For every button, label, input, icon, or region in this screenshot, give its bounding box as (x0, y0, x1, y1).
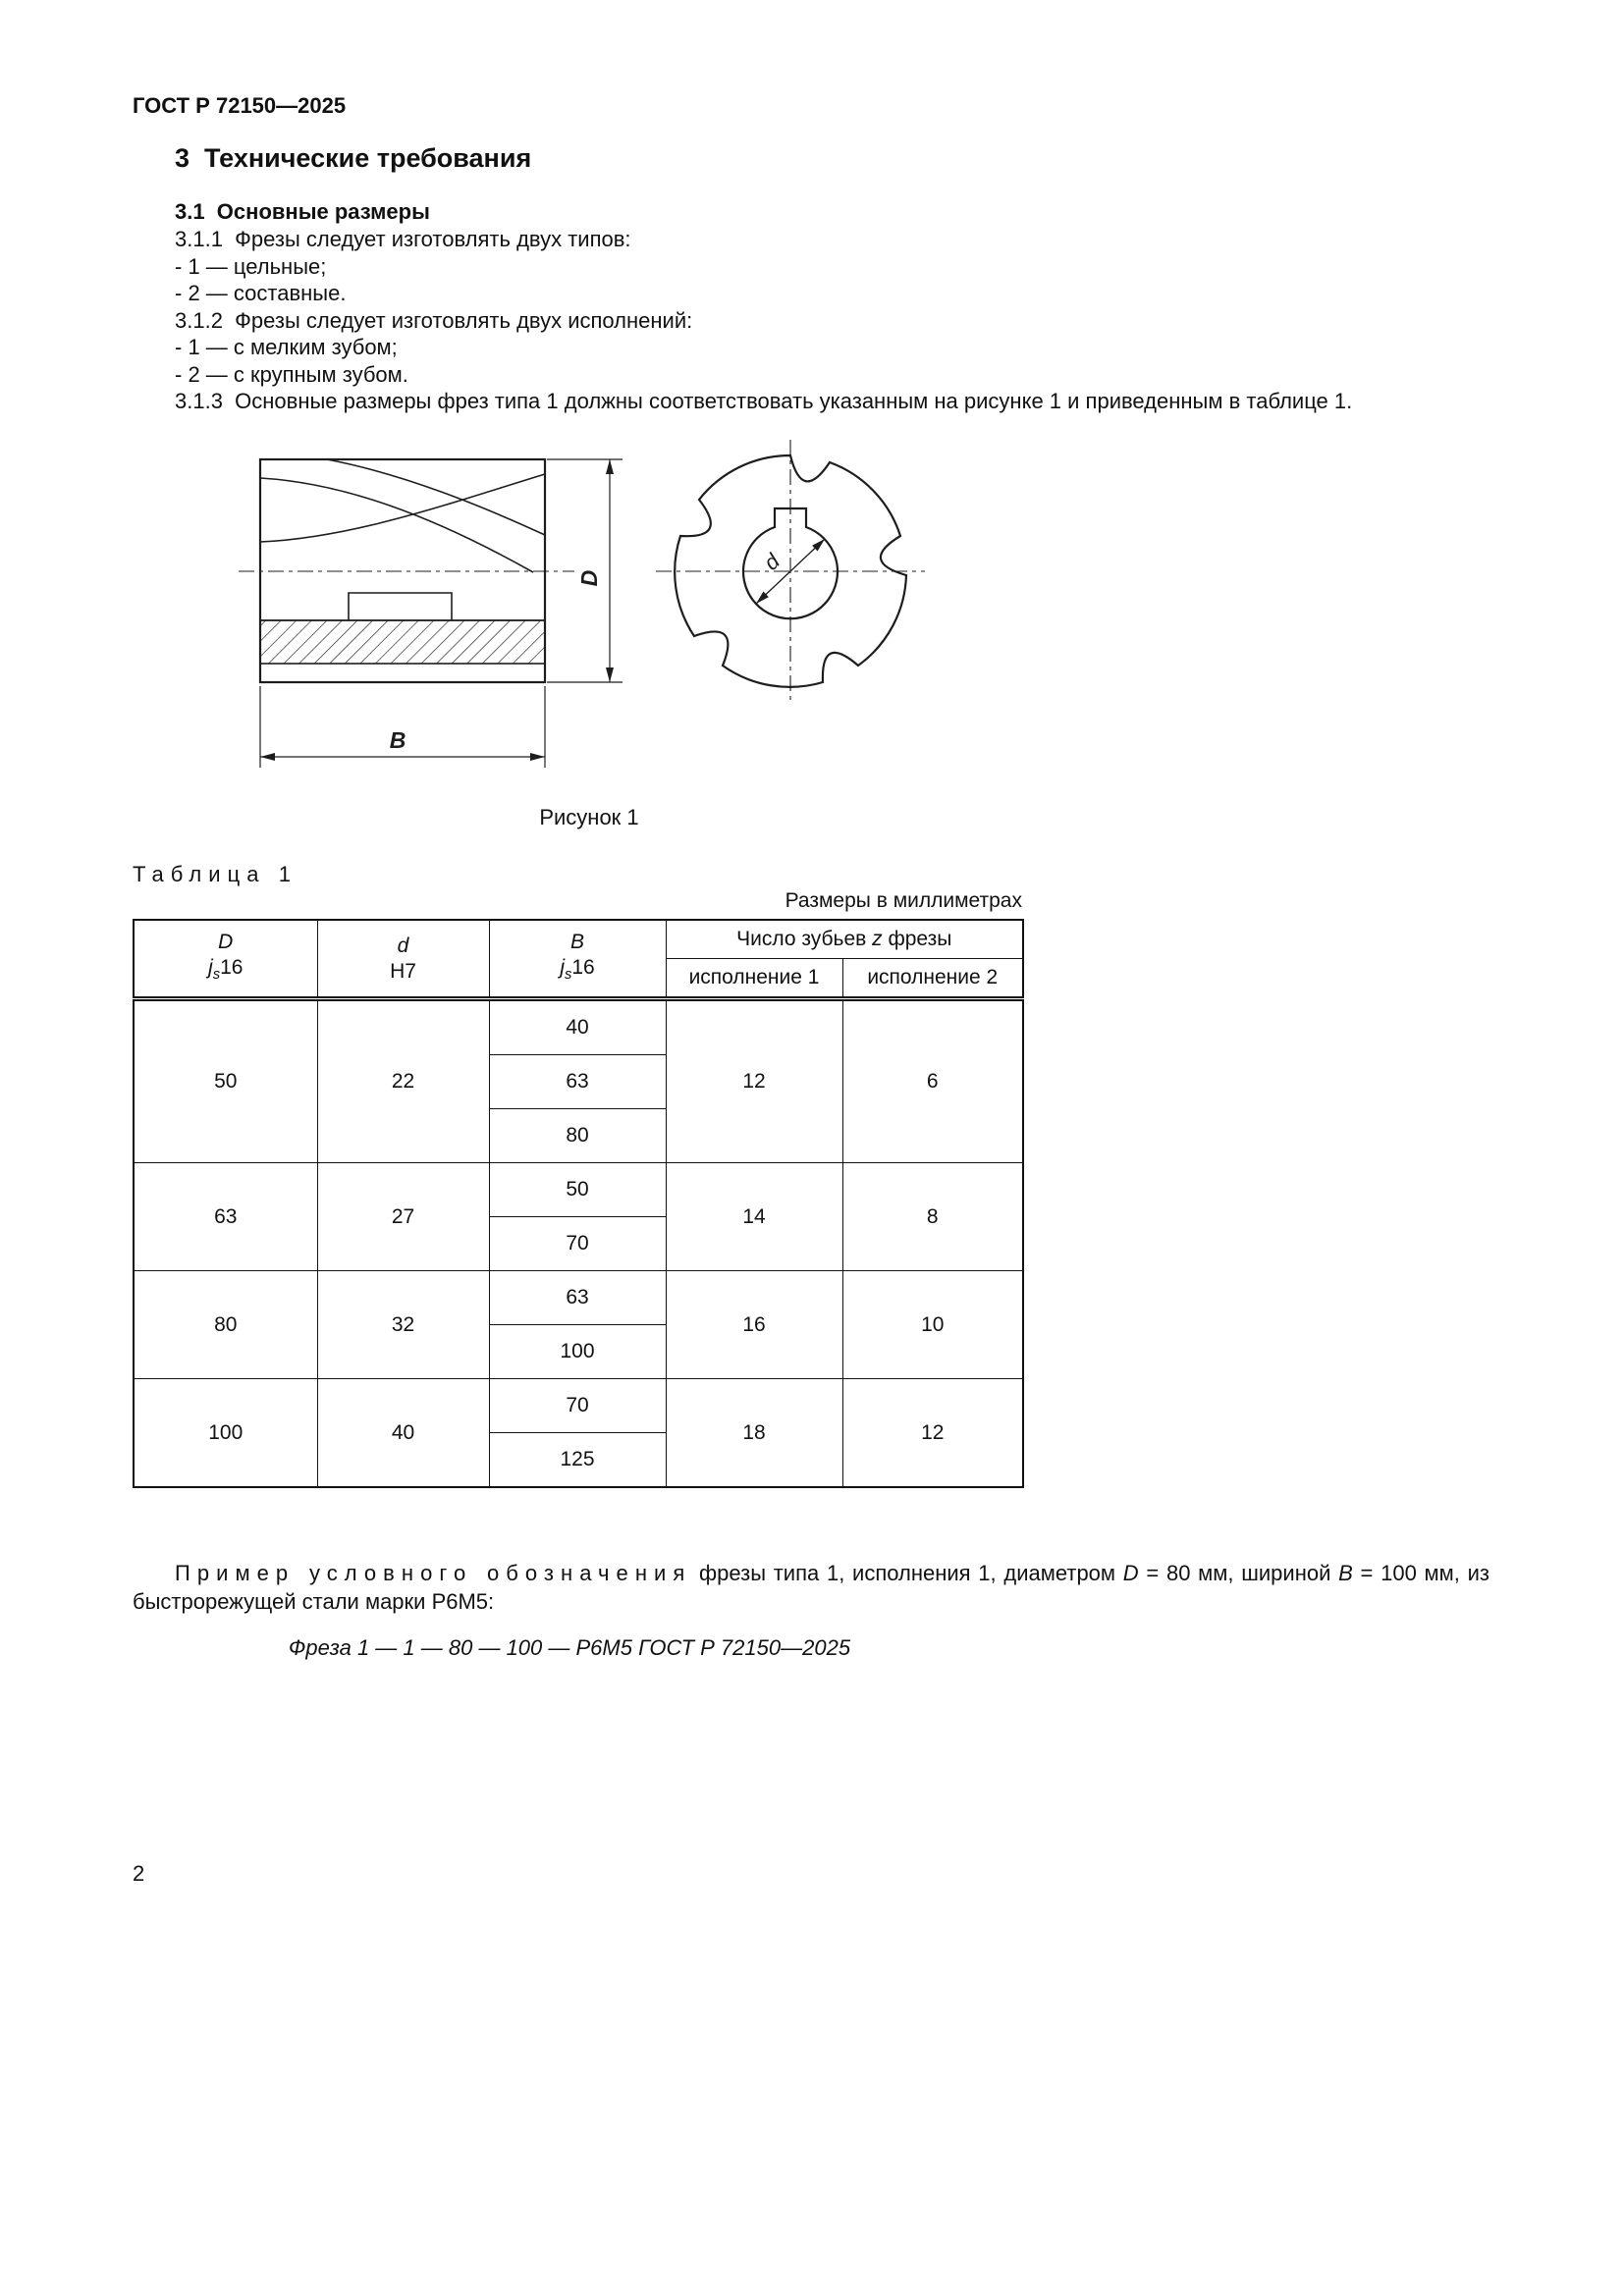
table-row (134, 999, 1023, 1055)
col-header-B: B $j_s16$ (489, 920, 666, 999)
cell-D: 100 (134, 1379, 317, 1488)
table-row (134, 1163, 1023, 1217)
page-number: 2 (133, 1861, 145, 1886)
list-item-type-2: - 2 — составные. (175, 281, 347, 305)
list-item-exec-1: - 1 — с мелким зубом; (175, 335, 398, 359)
dimension-B (260, 686, 545, 768)
subsection-title: 3.1 Основные размеры (175, 199, 430, 224)
paragraph-3-1-2: 3.1.2 Фрезы следует изготовлять двух исполнений: (175, 307, 693, 333)
cell-B: 50 (489, 1163, 666, 1217)
cell-D: 80 (134, 1271, 317, 1379)
table-row (134, 1271, 1023, 1325)
cell-B: 40 (489, 999, 666, 1055)
cell-B: 63 (489, 1271, 666, 1325)
cell-d: 32 (317, 1271, 489, 1379)
doc-code-header: ГОСТ Р 72150—2025 (133, 93, 347, 118)
dimension-D (547, 459, 623, 682)
cell-B: 80 (489, 1109, 666, 1163)
cell-B: 63 (489, 1055, 666, 1109)
cell-d: 27 (317, 1163, 489, 1271)
cell-D: 63 (134, 1163, 317, 1271)
variable-B: B (1338, 1561, 1353, 1585)
cell-z1: 16 (666, 1271, 842, 1379)
paragraph-3-1-3: 3.1.3 Основные размеры фрез типа 1 должны соответствовать указанным на рисунке 1 и приведенным в таблице 1. (175, 389, 1353, 413)
cell-z2: 6 (842, 999, 1023, 1163)
cell-B: 70 (489, 1217, 666, 1271)
hatched-section (260, 620, 545, 664)
cell-d: 40 (317, 1379, 489, 1488)
dimension-B-label: B (389, 727, 406, 753)
cell-z2: 8 (842, 1163, 1023, 1271)
variable-D: D (1122, 1561, 1139, 1585)
designation-example-paragraph: Пример условного обозначения фрезы типа 1, исполнения 1, диаметром D = 80 мм, шириной B = 100 мм, из быстрорежущей стали марки Р6М5: (133, 1561, 1489, 1614)
dimension-D-label: D (576, 569, 602, 587)
keyway-section (349, 593, 452, 620)
cell-z2: 10 (842, 1271, 1023, 1379)
end-view (656, 440, 925, 705)
col-header-exec2: исполнение 2 (842, 959, 1023, 999)
example-lead: Пример условного обозначения (175, 1561, 692, 1585)
cell-z2: 12 (842, 1379, 1023, 1488)
body-text (133, 226, 1489, 415)
col-header-exec1: исполнение 1 (666, 959, 842, 999)
paragraph-3-1-1: 3.1.1 Фрезы следует изготовлять двух типов: (175, 227, 631, 251)
figure-caption: Рисунок 1 (539, 805, 639, 829)
col-header-teeth: Число зубьев z фрезы (666, 920, 1023, 959)
section-title: 3 Технические требования (175, 143, 532, 173)
cell-z1: 18 (666, 1379, 842, 1488)
list-item-type-1: - 1 — цельные; (175, 253, 327, 279)
designation-line: Фреза 1 — 1 — 80 — 100 — Р6М5 ГОСТ Р 72150—2025 (288, 1635, 851, 1660)
dimension-d-label: d (758, 549, 785, 575)
cell-B: 70 (489, 1379, 666, 1433)
col-header-D: D $j_s16$ (134, 920, 317, 999)
table-row (134, 1379, 1023, 1433)
cell-B: 125 (489, 1433, 666, 1488)
side-view (239, 459, 574, 682)
cell-z1: 14 (666, 1163, 842, 1271)
col-header-d: d H7 (317, 920, 489, 999)
list-item-exec-2: - 2 — с крупным зубом. (175, 361, 408, 387)
table-1 (133, 919, 1024, 1488)
cell-B: 100 (489, 1325, 666, 1379)
cell-d: 22 (317, 999, 489, 1163)
figure-1-drawing (231, 432, 943, 785)
cell-z1: 12 (666, 999, 842, 1163)
table-title: Таблица 1 (133, 862, 298, 886)
table-units-note: Размеры в миллиметрах (785, 889, 1022, 912)
cell-D: 50 (134, 999, 317, 1163)
